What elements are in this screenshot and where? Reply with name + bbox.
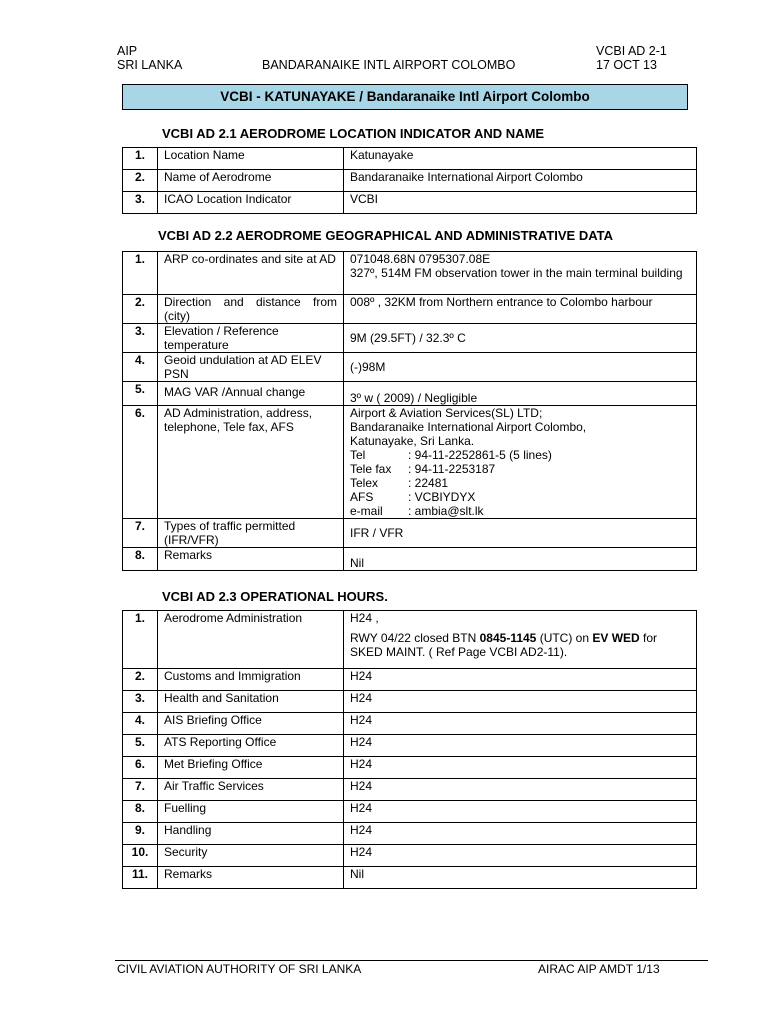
row-number: 6. [123,757,158,779]
table-row [123,148,697,170]
row-number: 2. [123,170,158,192]
row-label: Aerodrome Administration [158,611,344,669]
header-airport-name: BANDARANAIKE INTL AIRPORT COLOMBO [262,58,516,72]
arp-coordinates: 071048.68N 0795307.08E [350,252,491,266]
row-value: 9M (29.5FT) / 32.3º C [344,324,697,353]
row-label: Fuelling [158,801,344,823]
header-page-ref: VCBI AD 2-1 [596,44,667,58]
table-row [123,519,697,548]
row-number: 9. [123,823,158,845]
row-label: Health and Sanitation [158,691,344,713]
contact-key: e-mail [350,504,383,518]
arp-site: 327º, 514M FM observation tower in the main terminal building [350,266,683,280]
contact-line [350,462,690,476]
table-row [123,252,697,295]
row-value: VCBI [344,192,697,214]
table-row [123,823,697,845]
row-value: 008º , 32KM from Northern entrance to Colombo harbour [344,295,697,324]
row-value [344,406,697,519]
row-value: H24 [344,757,697,779]
contact-key: AFS [350,490,374,504]
contact-key: Telex [350,476,379,490]
row-value: H24 [344,779,697,801]
contact-key: Tel [350,448,366,462]
row-label: Types of traffic permitted (IFR/VFR) [158,519,344,548]
table-row [123,406,697,519]
contact-value: : 22481 [408,476,449,490]
row-number: 10. [123,845,158,867]
contact-value: : ambia@slt.lk [408,504,484,518]
row-value: IFR / VFR [344,519,697,548]
table-row [123,382,697,406]
row-number: 4. [123,713,158,735]
page-title-banner: VCBI - KATUNAYAKE / Bandaranaike Intl Airport Colombo [122,84,688,110]
contact-value: : 94-11-2252861-5 (5 lines) [408,448,552,462]
hours-value: H24 , [350,611,379,625]
row-value: H24 [344,669,697,691]
table-row [123,611,697,669]
address-line: Bandaranaike International Airport Colombo, [350,420,587,434]
row-label: MAG VAR /Annual change [158,382,344,406]
row-label: ARP co-ordinates and site at AD [158,252,344,295]
address-line: Airport & Aviation Services(SL) LTD; [350,406,543,420]
row-value: H24 [344,735,697,757]
row-label: Direction and distance from (city) [158,295,344,324]
row-number: 6. [123,406,158,519]
row-label: Remarks [158,548,344,571]
row-number: 3. [123,324,158,353]
table-row [123,867,697,889]
table-row [123,353,697,382]
row-label: ATS Reporting Office [158,735,344,757]
row-number: 7. [123,779,158,801]
row-number: 5. [123,382,158,406]
row-label: Met Briefing Office [158,757,344,779]
table-row [123,548,697,571]
row-value: Nil [344,867,697,889]
table-row [123,691,697,713]
row-label: Location Name [158,148,344,170]
contact-line [350,448,690,462]
header-country: SRI LANKA [117,58,183,72]
row-value: 3º w ( 2009) / Negligible [344,382,697,406]
contact-value: : VCBIYDYX [408,490,476,504]
row-label: Geoid undulation at AD ELEV PSN [158,353,344,382]
row-number: 8. [123,548,158,571]
row-label: AD Administration, address, telephone, Tele fax, AFS [158,406,344,519]
row-number: 11. [123,867,158,889]
footer-amendment: AIRAC AIP AMDT 1/13 [538,962,660,976]
footer-rule [115,960,708,961]
operational-hours-table [122,610,697,889]
row-value: H24 [344,845,697,867]
row-value: H24 [344,691,697,713]
row-label: Name of Aerodrome [158,170,344,192]
table-row [123,757,697,779]
geo-admin-table [122,251,697,571]
row-value [344,611,697,669]
row-number: 8. [123,801,158,823]
row-number: 3. [123,691,158,713]
row-number: 2. [123,669,158,691]
row-value: Katunayake [344,148,697,170]
row-value: Bandaranaike International Airport Colombo [344,170,697,192]
table-row [123,295,697,324]
location-table [122,147,697,214]
row-number: 1. [123,611,158,669]
row-label: ICAO Location Indicator [158,192,344,214]
row-number: 5. [123,735,158,757]
contact-line [350,490,690,504]
row-value: (-)98M [344,353,697,382]
row-number: 7. [123,519,158,548]
footer-authority: CIVIL AVIATION AUTHORITY OF SRI LANKA [117,962,362,976]
address-line: Katunayake, Sri Lanka. [350,434,475,448]
row-label: Elevation / Reference temperature [158,324,344,353]
row-label: Air Traffic Services [158,779,344,801]
table-row [123,669,697,691]
row-value: Nil [344,548,697,571]
table-row [123,713,697,735]
table-row [123,170,697,192]
row-value: H24 [344,823,697,845]
row-label: Security [158,845,344,867]
contact-line [350,476,690,490]
table-row [123,779,697,801]
row-value [344,252,697,295]
row-number: 4. [123,353,158,382]
row-number: 1. [123,148,158,170]
row-label: Remarks [158,867,344,889]
contact-value: : 94-11-2253187 [408,462,496,476]
header-date: 17 OCT 13 [596,58,657,72]
table-row [123,845,697,867]
table-row [123,801,697,823]
section-title-2-1: VCBI AD 2.1 AERODROME LOCATION INDICATOR AND NAME [162,126,545,141]
table-row [123,735,697,757]
row-number: 3. [123,192,158,214]
row-number: 2. [123,295,158,324]
table-row [123,192,697,214]
header-aip: AIP [117,44,138,58]
runway-closure-note: RWY 04/22 closed BTN 0845-1145 (UTC) on EV WED for SKED MAINT. ( Ref Page VCBI AD2-11). [350,631,658,659]
row-label: Handling [158,823,344,845]
row-number: 1. [123,252,158,295]
contact-key: Tele fax [350,462,392,476]
row-label: AIS Briefing Office [158,713,344,735]
table-row [123,324,697,353]
row-value: H24 [344,713,697,735]
contact-line [350,504,690,518]
row-label: Customs and Immigration [158,669,344,691]
row-value: H24 [344,801,697,823]
section-title-2-2: VCBI AD 2.2 AERODROME GEOGRAPHICAL AND ADMINISTRATIVE DATA [158,228,614,243]
section-title-2-3: VCBI AD 2.3 OPERATIONAL HOURS. [162,589,388,604]
